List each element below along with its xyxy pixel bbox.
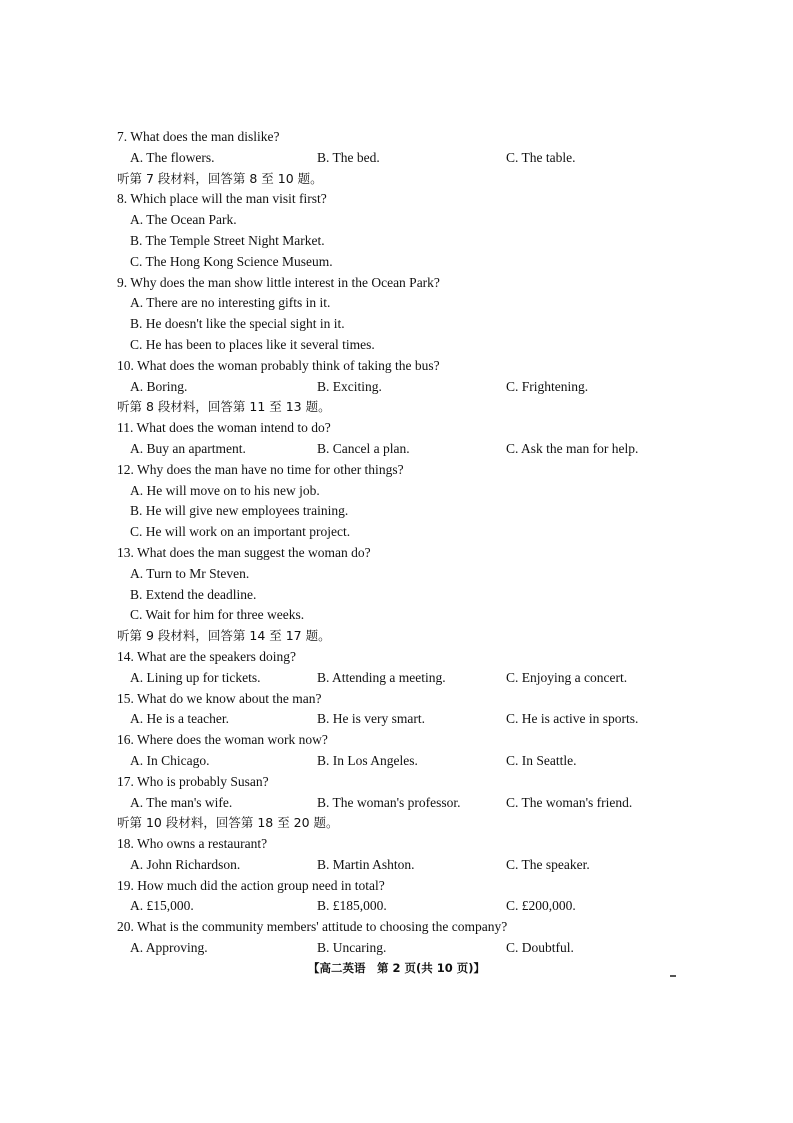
question-stem: 12. Why does the man have no time for other things? (117, 461, 404, 477)
section-instruction: 听第 7 段材料，回答第 8 至 10 题。 (117, 170, 323, 186)
answer-option-a: A. £15,000. (130, 898, 194, 914)
answer-option-c: C. Doubtful. (506, 940, 574, 956)
answer-option-c: C. Enjoying a concert. (506, 669, 628, 685)
answer-option: A. Turn to Mr Steven. (130, 565, 250, 581)
answer-options-row (117, 938, 677, 959)
answer-option: A. He will move on to his new job. (130, 482, 320, 498)
answer-option-c: C. He is active in sports. (506, 711, 639, 727)
answer-option-b: B. Exciting. (317, 378, 382, 394)
answer-option-b: B. The woman's professor. (317, 794, 461, 810)
answer-option-a: A. In Chicago. (130, 752, 210, 768)
answer-options-row (117, 855, 677, 876)
answer-option-a: A. Buy an apartment. (130, 440, 246, 456)
answer-option-a: A. Boring. (130, 378, 188, 394)
answer-option-c: C. The woman's friend. (506, 794, 633, 810)
answer-option-c: C. The table. (506, 149, 576, 165)
answer-option: A. The Ocean Park. (130, 212, 237, 228)
question-stem: 19. How much did the action group need in total? (117, 877, 385, 893)
question-stem: 8. Which place will the man visit first? (117, 191, 327, 207)
question-list (117, 127, 677, 959)
answer-option-b: B. The bed. (317, 149, 380, 165)
answer-options-row (117, 668, 677, 689)
question-stem: 16. Where does the woman work now? (117, 732, 328, 748)
answer-option-c: C. The speaker. (506, 856, 590, 872)
answer-options-row (117, 896, 677, 917)
answer-option-b: B. Attending a meeting. (317, 669, 446, 685)
answer-option: C. The Hong Kong Science Museum. (130, 253, 333, 269)
answer-options-row (117, 751, 677, 772)
answer-option: C. Wait for him for three weeks. (130, 607, 305, 623)
question-stem: 7. What does the man dislike? (117, 129, 280, 144)
answer-option-a: A. The man's wife. (130, 794, 233, 810)
section-instruction: 听第 8 段材料，回答第 11 至 13 题。 (117, 399, 331, 415)
answer-option-a: A. John Richardson. (130, 856, 241, 872)
answer-option-a: A. The flowers. (130, 149, 215, 165)
answer-option-a: A. He is a teacher. (130, 711, 229, 727)
question-stem: 20. What is the community members' attitude to choosing the company? (117, 919, 508, 935)
question-stem: 14. What are the speakers doing? (117, 648, 296, 664)
answer-option: B. He doesn't like the special sight in it. (130, 316, 345, 332)
answer-option-b: B. Uncaring. (317, 940, 387, 956)
answer-option-c: C. £200,000. (506, 898, 576, 914)
answer-option-b: B. Martin Ashton. (317, 856, 415, 872)
question-stem: 17. Who is probably Susan? (117, 773, 269, 789)
answer-option-b: B. Cancel a plan. (317, 440, 410, 456)
answer-option-a: A. Approving. (130, 940, 208, 956)
question-stem: 15. What do we know about the man? (117, 690, 322, 706)
question-stem: 11. What does the woman intend to do? (117, 420, 331, 436)
question-stem: 13. What does the man suggest the woman do? (117, 544, 371, 560)
section-instruction: 听第 10 段材料，回答第 18 至 20 题。 (117, 815, 339, 831)
answer-options-row (117, 439, 677, 460)
answer-option: A. There are no interesting gifts in it. (130, 295, 331, 311)
answer-option: B. He will give new employees training. (130, 503, 349, 519)
answer-option: B. The Temple Street Night Market. (130, 232, 325, 248)
page-footer: 【高二英语 第 2 页(共 10 页)】 (307, 961, 486, 975)
answer-option: B. Extend the deadline. (130, 586, 257, 602)
answer-options-row (117, 377, 677, 398)
answer-options-row (117, 793, 677, 814)
question-stem: 18. Who owns a restaurant? (117, 836, 268, 852)
answer-options-row (117, 709, 677, 730)
answer-option: C. He has been to places like it several times. (130, 336, 375, 352)
answer-option-c: C. In Seattle. (506, 752, 577, 768)
question-stem: 10. What does the woman probably think of taking the bus? (117, 357, 440, 373)
section-instruction: 听第 9 段材料，回答第 14 至 17 题。 (117, 628, 331, 644)
answer-option-c: C. Frightening. (506, 378, 589, 394)
answer-option-b: B. In Los Angeles. (317, 752, 418, 768)
answer-option-b: B. £185,000. (317, 898, 387, 914)
answer-options-row (117, 148, 677, 169)
scan-mark (670, 975, 676, 977)
question-stem: 9. Why does the man show little interest in the Ocean Park? (117, 274, 440, 290)
answer-option-a: A. Lining up for tickets. (130, 669, 261, 685)
answer-option-c: C. Ask the man for help. (506, 440, 639, 456)
answer-option-b: B. He is very smart. (317, 711, 425, 727)
answer-option: C. He will work on an important project. (130, 524, 351, 540)
